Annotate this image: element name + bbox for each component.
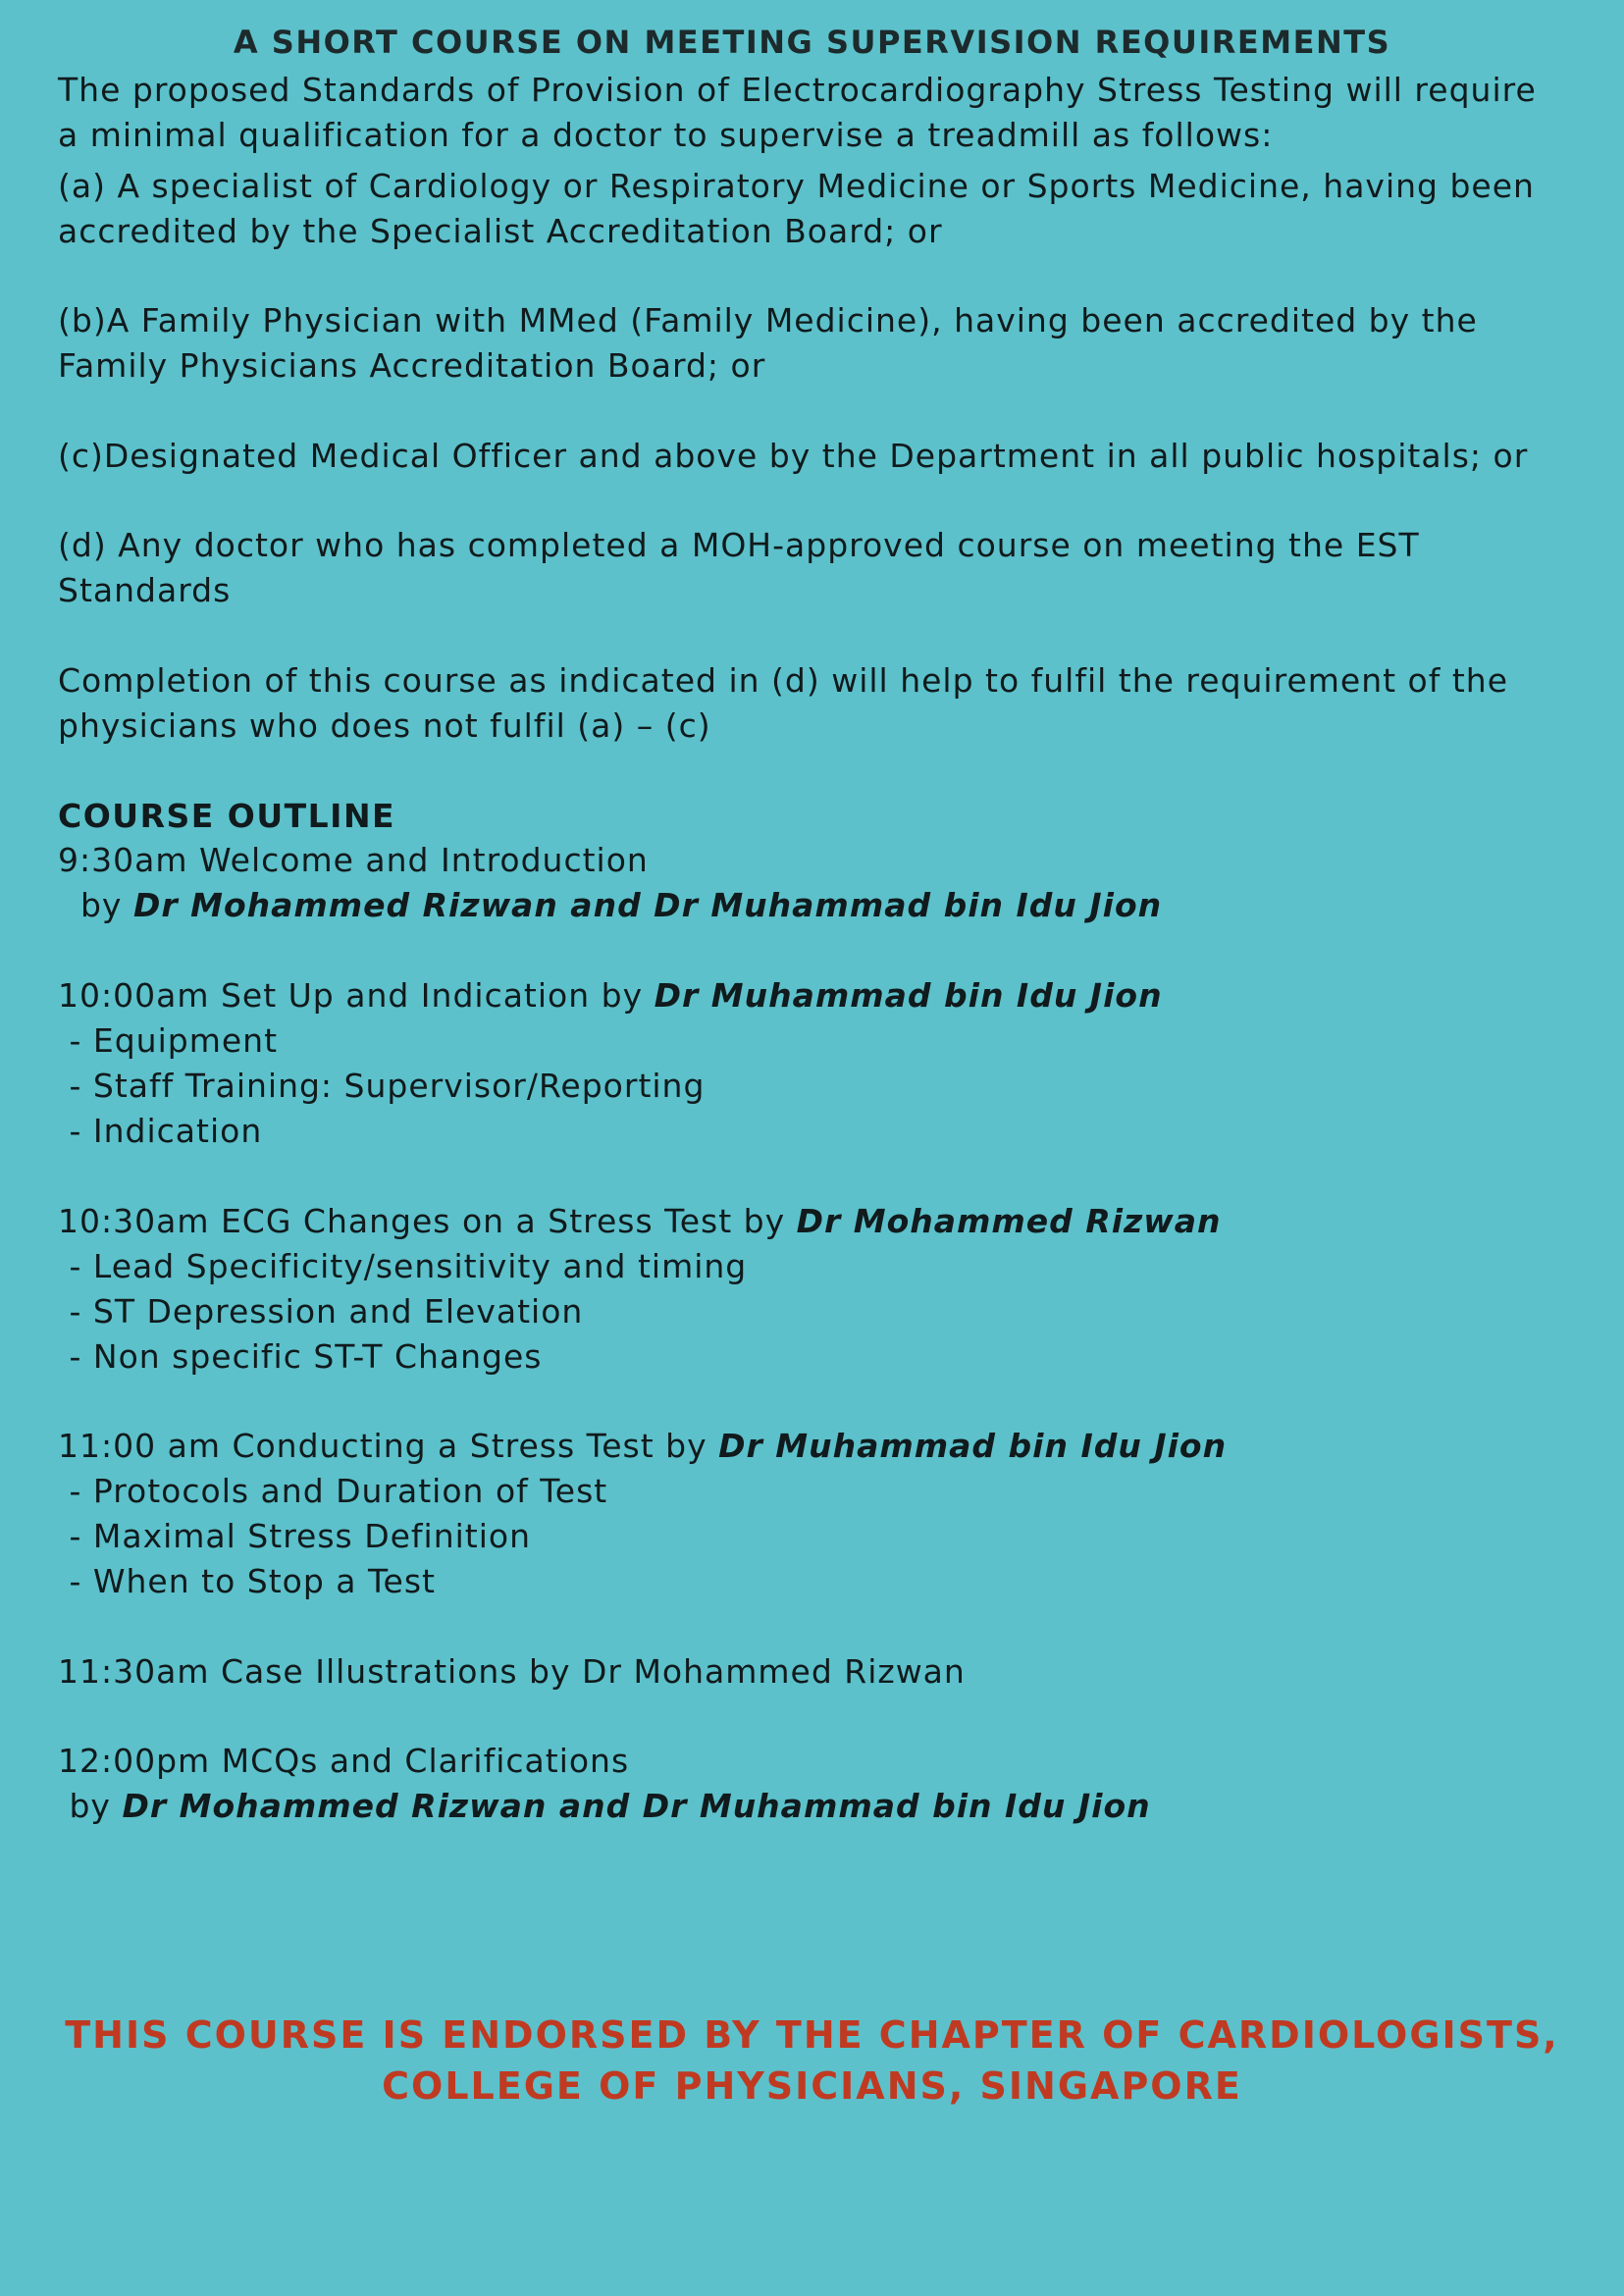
session-mcq-title: 12:00pm MCQs and Clarifications [58,1742,630,1780]
session-conducting-item: - Maximal Stress Definition [58,1517,532,1555]
session-conducting-item: - Protocols and Duration of Test [58,1472,608,1510]
session-mcq-speakers [58,1784,1151,1829]
session-ecg-item: - ST Depression and Elevation [58,1292,584,1331]
speaker-name: Dr Mohammed Rizwan [796,1202,1222,1240]
by-label: by [58,1787,123,1825]
endorsement-line-1: THIS COURSE IS ENDORSED BY THE CHAPTER OF CARDIOLOGISTS, [65,2013,1559,2057]
endorsement-banner [0,2009,1624,2112]
criterion-a-line-1: (a) A specialist of Cardiology or Respiratory Medicine or Sports Medicine, having been [58,167,1535,205]
endorsement-line-2: COLLEGE OF PHYSICIANS, SINGAPORE [382,2064,1242,2108]
intro-line-2: a minimal qualification for a doctor to supervise a treadmill as follows: [58,116,1274,154]
criterion-a-line-2: accredited by the Specialist Accreditation Board; or [58,212,943,250]
session-setup-label: 10:00am Set Up and Indication by [58,976,655,1015]
session-welcome-title: 9:30am Welcome and Introduction [58,841,649,879]
session-conducting-item: - When to Stop a Test [58,1562,436,1600]
session-ecg-title [58,1199,1221,1244]
speaker-names: Dr Mohammed Rizwan and Dr Muhammad bin Idu Jion [122,1787,1151,1825]
speaker-name: Dr Muhammad bin Idu Jion [654,976,1163,1015]
session-setup-item: - Staff Training: Supervisor/Reporting [58,1067,706,1105]
session-conducting-title [58,1424,1227,1469]
session-ecg-item: - Non specific ST-T Changes [58,1337,543,1376]
criterion-b-line-1: (b)A Family Physician with MMed (Family Medicine), having been accredited by the [58,301,1478,339]
session-welcome-speakers [58,883,1162,928]
criterion-d-line-2: Standards [58,571,232,609]
session-cases-title: 11:30am Case Illustrations by Dr Mohammed Rizwan [58,1652,966,1691]
page-title: A SHORT COURSE ON MEETING SUPERVISION REQUIREMENTS [233,24,1391,61]
criterion-d-line-1: (d) Any doctor who has completed a MOH-approved course on meeting the EST [58,526,1420,564]
speaker-names: Dr Mohammed Rizwan and Dr Muhammad bin Idu Jion [132,886,1163,924]
session-setup-item: - Indication [58,1112,263,1150]
session-ecg-label: 10:30am ECG Changes on a Stress Test by [58,1202,797,1240]
by-label: by [58,886,133,924]
session-setup-title [58,973,1163,1018]
speaker-name: Dr Muhammad bin Idu Jion [718,1427,1228,1465]
criterion-c-line-1: (c)Designated Medical Officer and above by the Department in all public hospitals; or [58,437,1529,475]
session-ecg-item: - Lead Specificity/sensitivity and timing [58,1247,748,1285]
session-setup-item: - Equipment [58,1021,279,1060]
intro-line-1: The proposed Standards of Provision of Electrocardiography Stress Testing will require [58,71,1537,109]
completion-line-1: Completion of this course as indicated in (d) will help to fulfil the requirement of the [58,661,1508,700]
criterion-b-line-2: Family Physicians Accreditation Board; or [58,346,766,385]
completion-line-2: physicians who does not fulfil (a) – (c) [58,706,711,745]
session-conducting-label: 11:00 am Conducting a Stress Test by [58,1427,719,1465]
course-outline-heading: COURSE OUTLINE [58,797,396,835]
